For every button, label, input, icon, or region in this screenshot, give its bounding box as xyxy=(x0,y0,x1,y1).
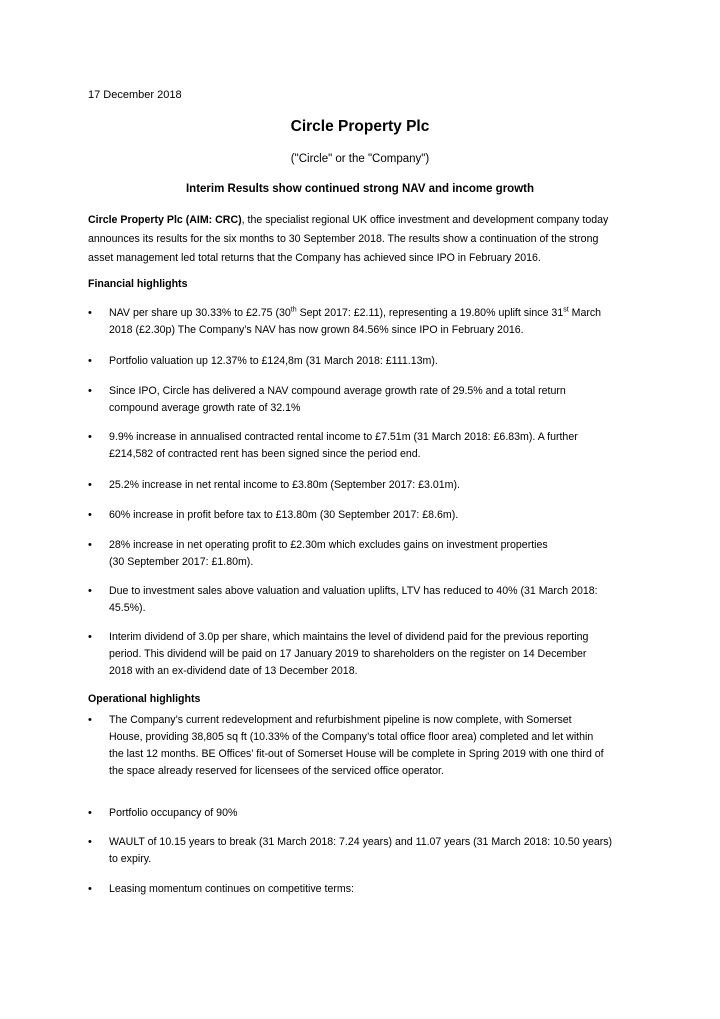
financial-bullet-line: 60% increase in profit before tax to £13.80m (30 September 2017: £8.6m). xyxy=(109,509,459,521)
financial-bullet-line: compound average growth rate of 32.1% xyxy=(109,402,301,414)
nav-sup-1: th xyxy=(290,306,297,314)
bullet-icon: • xyxy=(88,509,92,521)
operational-bullet-line: Portfolio occupancy of 90% xyxy=(109,807,238,819)
nav-sup-2: st xyxy=(563,306,569,314)
intro-paragraph xyxy=(88,211,648,268)
nav-text-b: Sept 2017: £2.11), representing a 19.80% uplift since 31 xyxy=(296,307,564,319)
bullet-icon: • xyxy=(88,479,92,491)
operational-bullet-line: the space already reserved for licensees of the serviced office operator. xyxy=(109,765,444,777)
intro-lead: Circle Property Plc (AIM: CRC) xyxy=(88,214,242,226)
financial-bullet-line: £214,582 of contracted rent has been signed since the period end. xyxy=(109,448,421,460)
financial-bullet-line: 9.9% increase in annualised contracted rental income to £7.51m (31 March 2018: £6.83m). A further xyxy=(109,431,578,443)
financial-bullet-line: Portfolio valuation up 12.37% to £124,8m (31 March 2018: £111.13m). xyxy=(109,355,438,367)
bullet-icon: • xyxy=(88,631,92,643)
bullet-icon: • xyxy=(88,355,92,367)
results-headline: Interim Results show continued strong NAV and income growth xyxy=(185,183,534,195)
nav-text-a: NAV per share up 30.33% to £2.75 (30 xyxy=(109,307,291,319)
intro-line-1: , the specialist regional UK office investment and development company today xyxy=(241,214,609,226)
bullet-icon: • xyxy=(88,307,92,319)
financial-bullet-line: Due to investment sales above valuation and valuation uplifts, LTV has reduced to 40% (31 March 2018: xyxy=(109,585,598,597)
document-date: 17 December 2018 xyxy=(88,89,182,101)
bullet-icon: • xyxy=(88,539,92,551)
bullet-icon: • xyxy=(88,585,92,597)
financial-bullet-line: period. This dividend will be paid on 17 January 2019 to shareholders on the register on 14 December xyxy=(109,648,587,660)
nav-text-c: March xyxy=(568,307,602,319)
operational-bullet-line: Leasing momentum continues on competitive terms: xyxy=(109,883,354,895)
bullet-icon: • xyxy=(88,836,92,848)
operational-bullet-line: the last 12 months. BE Offices’ fit-out of Somerset House will be complete in Spring 2019 with one third of xyxy=(109,748,604,760)
operational-bullet-line: House, providing 38,805 sq ft (10.33% of the Company’s total office floor area) completed and let within xyxy=(109,731,594,743)
intro-line-2: announces its results for the six months to 30 September 2018. The results show a continuation of the strong xyxy=(88,233,599,245)
financial-bullet-line: Since IPO, Circle has delivered a NAV compound average growth rate of 29.5% and a total return xyxy=(109,385,566,397)
company-subtitle: ("Circle" or the "Company") xyxy=(290,153,430,165)
financial-bullet-line: Interim dividend of 3.0p per share, which maintains the level of dividend paid for the previous reporting xyxy=(109,631,589,643)
financial-bullet-line: 2018 with an ex-dividend date of 13 December 2018. xyxy=(109,665,358,677)
nav-line-2: 2018 (£2.30p) The Company’s NAV has now grown 84.56% since IPO in February 2016. xyxy=(109,324,524,336)
bullet-icon: • xyxy=(88,431,92,443)
bullet-icon: • xyxy=(88,807,92,819)
operational-bullet-line: to expiry. xyxy=(109,853,152,865)
financial-bullet-line: 25.2% increase in net rental income to £3.80m (September 2017: £3.01m). xyxy=(109,479,460,491)
company-title: Circle Property Plc xyxy=(290,118,430,135)
intro-line-3: asset management led total returns that the Company has achieved since IPO in February 2016. xyxy=(88,252,541,264)
operational-highlights-heading: Operational highlights xyxy=(88,693,201,705)
financial-bullet-line: 45.5%). xyxy=(109,602,146,614)
financial-bullet-line: (30 September 2017: £1.80m). xyxy=(109,556,254,568)
financial-bullet-line: 28% increase in net operating profit to £2.30m which excludes gains on investment properties xyxy=(109,539,548,551)
bullet-icon: • xyxy=(88,883,92,895)
bullet-icon: • xyxy=(88,714,92,726)
operational-bullet-line: The Company’s current redevelopment and refurbishment pipeline is now complete, with Somerset xyxy=(109,714,572,726)
bullet-icon: • xyxy=(88,385,92,397)
financial-highlights-heading: Financial highlights xyxy=(88,278,188,290)
operational-bullet-line: WAULT of 10.15 years to break (31 March 2018: 7.24 years) and 11.07 years (31 March 2018: 10.50 years) xyxy=(109,836,613,848)
